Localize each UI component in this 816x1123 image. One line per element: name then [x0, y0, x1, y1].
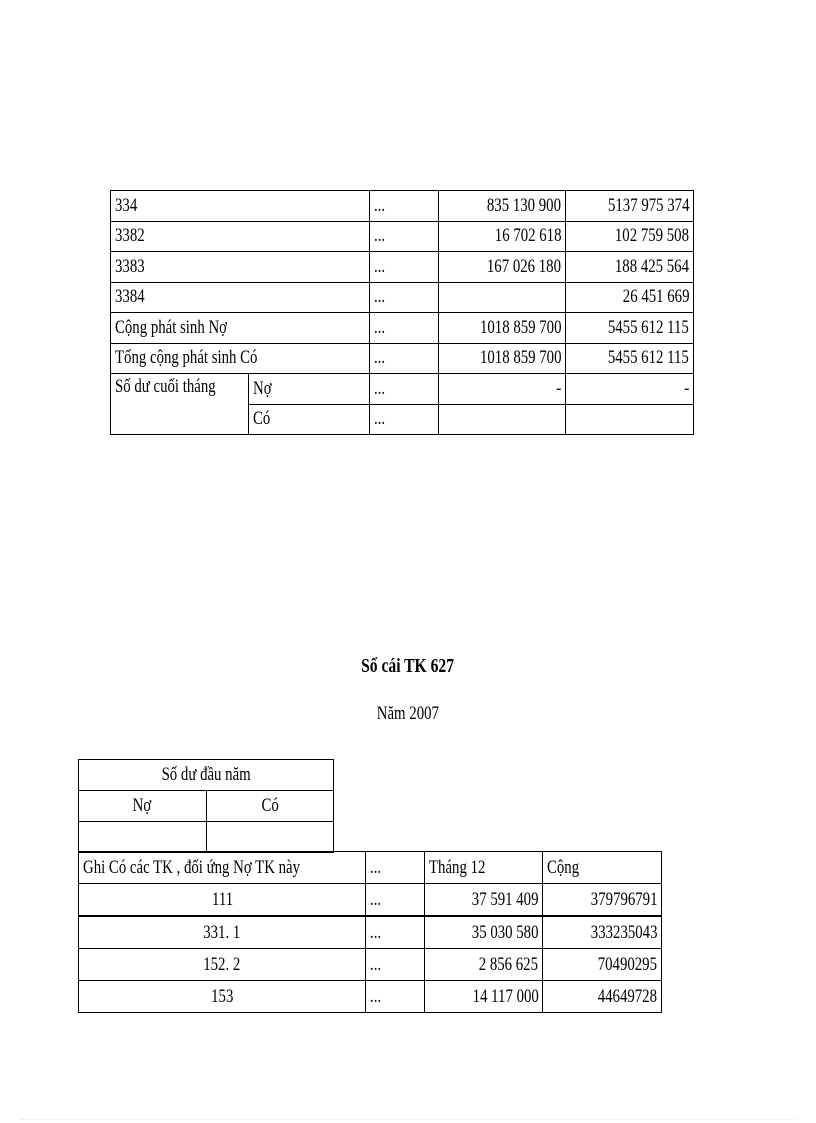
total-amount-cell: 5455 612 115 — [566, 313, 694, 344]
table-row — [111, 343, 694, 374]
total-amount-cell: 26 451 669 — [566, 282, 694, 313]
table-row — [79, 822, 334, 853]
table-header-row — [79, 852, 662, 884]
opening-credit-value — [206, 822, 334, 853]
month-amount-cell: 37 591 409 — [424, 884, 543, 917]
table-row — [111, 221, 694, 252]
table-row — [79, 760, 334, 791]
opening-credit-label: Có — [206, 791, 334, 822]
account-cell: 3383 — [111, 252, 370, 283]
header-month: Tháng 12 — [424, 852, 543, 884]
closing-balance-label: Số dư cuối tháng — [111, 374, 249, 435]
opening-balance-table — [78, 759, 334, 853]
ledger-year: Năm 2007 — [376, 703, 440, 724]
account-cell: 153 — [79, 981, 366, 1013]
total-amount-cell — [566, 404, 694, 435]
total-amount-cell: 5137 975 374 — [566, 191, 694, 222]
ellipsis-cell: ... — [370, 404, 439, 435]
month-amount-cell: 1018 859 700 — [439, 343, 566, 374]
ellipsis-cell: ... — [370, 221, 439, 252]
ledger-continuation-table — [110, 190, 694, 435]
opening-debit-value — [79, 822, 207, 853]
account-cell: 3382 — [111, 221, 370, 252]
total-amount-cell: - — [566, 374, 694, 405]
month-amount-cell: 16 702 618 — [439, 221, 566, 252]
ellipsis-cell: ... — [370, 282, 439, 313]
header-ellipsis: ... — [366, 852, 424, 884]
opening-balance-label: Số dư đầu năm — [79, 760, 334, 791]
month-amount-cell: 835 130 900 — [439, 191, 566, 222]
account-cell: 111 — [79, 884, 366, 917]
month-amount-cell: 1018 859 700 — [439, 313, 566, 344]
table-row — [79, 916, 662, 949]
ellipsis-cell: ... — [370, 191, 439, 222]
total-amount-cell: 379796791 — [543, 884, 662, 917]
total-amount-cell: 5455 612 115 — [566, 343, 694, 374]
month-amount-cell: 167 026 180 — [439, 252, 566, 283]
table-row — [111, 313, 694, 344]
closing-balance-debit-row — [111, 374, 694, 405]
month-amount-cell — [439, 404, 566, 435]
month-amount-cell: 35 030 580 — [424, 916, 543, 949]
table-row — [79, 981, 662, 1013]
ellipsis-cell: ... — [370, 313, 439, 344]
total-amount-cell: 44649728 — [543, 981, 662, 1013]
account-cell: 3384 — [111, 282, 370, 313]
credit-side-label: Có — [249, 404, 370, 435]
ellipsis-cell: ... — [370, 343, 439, 374]
ellipsis-cell: ... — [366, 884, 424, 917]
total-amount-cell: 70490295 — [543, 949, 662, 981]
ellipsis-cell: ... — [366, 916, 424, 949]
month-amount-cell: - — [439, 374, 566, 405]
total-amount-cell: 333235043 — [543, 916, 662, 949]
table-row — [111, 252, 694, 283]
table-row — [111, 282, 694, 313]
ellipsis-cell: ... — [366, 981, 424, 1013]
total-amount-cell: 102 759 508 — [566, 221, 694, 252]
header-total: Cộng — [543, 852, 662, 884]
account-cell: Tổng cộng phát sinh Có — [111, 343, 370, 374]
ellipsis-cell: ... — [366, 949, 424, 981]
ellipsis-cell: ... — [370, 252, 439, 283]
table-row — [79, 791, 334, 822]
ellipsis-cell: ... — [370, 374, 439, 405]
opening-debit-label: Nợ — [79, 791, 207, 822]
account-cell: Cộng phát sinh Nợ — [111, 313, 370, 344]
page-bottom-edge — [20, 1119, 796, 1120]
total-amount-cell: 188 425 564 — [566, 252, 694, 283]
ledger-title: Sổ cái TK 627 — [361, 655, 455, 677]
month-amount-cell: 14 117 000 — [424, 981, 543, 1013]
header-account: Ghi Có các TK , đối ứng Nợ TK này — [79, 852, 366, 884]
table-row — [111, 191, 694, 222]
debit-side-label: Nợ — [249, 374, 370, 405]
account-cell: 152. 2 — [79, 949, 366, 981]
ledger-tk627-table — [78, 851, 662, 1013]
account-cell: 331. 1 — [79, 916, 366, 949]
month-amount-cell — [439, 282, 566, 313]
table-row — [79, 949, 662, 981]
account-cell: 334 — [111, 191, 370, 222]
month-amount-cell: 2 856 625 — [424, 949, 543, 981]
table-row — [79, 884, 662, 917]
